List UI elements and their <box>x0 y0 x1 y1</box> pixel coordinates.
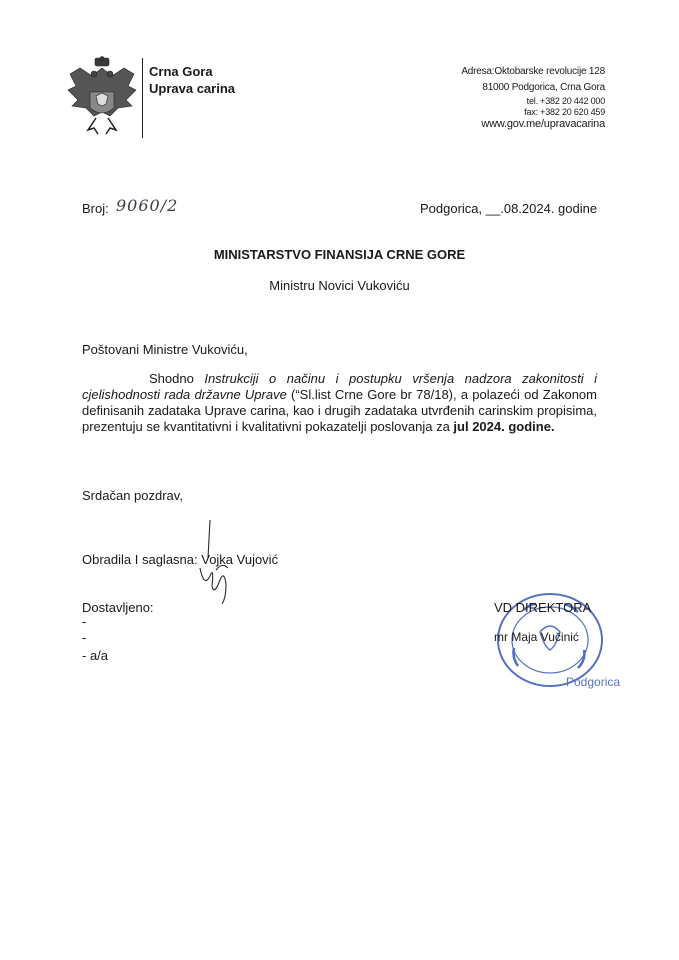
address-website: www.gov.me/upravacarina <box>481 118 605 130</box>
delivered-item: - <box>82 614 87 629</box>
closing-greeting: Srdačan pozdrav, <box>82 488 183 503</box>
header-divider <box>142 58 143 138</box>
delivered-label: Dostavljeno: <box>82 600 154 615</box>
coat-of-arms-icon <box>66 56 138 138</box>
svg-text:Podgorica: Podgorica <box>566 675 621 689</box>
director-title: VD DIREKTORA <box>494 600 592 615</box>
body-start: Shodno <box>149 371 205 386</box>
body-paragraph <box>82 371 597 435</box>
salutation: Poštovani Ministre Vukoviću, <box>82 342 248 357</box>
recipient-ministry: MINISTARSTVO FINANSIJA CRNE GORE <box>213 247 466 262</box>
org-department: Uprava carina <box>149 81 235 96</box>
org-name: Crna Gora <box>149 64 213 79</box>
director-name: mr Maja Vučinić <box>494 630 579 644</box>
delivered-item: - <box>82 630 87 645</box>
prepared-by: Obradila I saglasna: Vojka Vujović <box>82 552 279 567</box>
address-city: 81000 Podgorica, Crna Gora <box>482 82 605 93</box>
body-middle: (“Sl.list Crne Gore br 78/18), a polazeći od Zakonom definisanih zadataka Uprave carina, kao i drugih zadataka utvrđenih carinskim propisima, prezentuju se kvantitativni i kvalitativni pokazatelji poslovanja za <box>82 387 597 434</box>
reference-number-handwritten: 9060/2 <box>116 196 179 215</box>
delivered-item-archive: - a/a <box>82 648 109 663</box>
address-street: Adresa:Oktobarske revolucije 128 <box>461 66 605 77</box>
address-phone: tel. +382 20 442 000 <box>526 96 605 106</box>
letter-date: Podgorica, __.08.2024. godine <box>420 201 598 216</box>
body-instruction-title: Instrukciji o načinu i postupku vršenja nadzora zakonitosti i cjelishodnosti rada državne Uprave <box>82 371 597 402</box>
body-period: jul 2024. godine. <box>453 419 555 434</box>
recipient-minister: Ministru Novici Vukoviću <box>269 278 410 293</box>
address-fax: fax: +382 20 620 459 <box>524 107 605 117</box>
reference-label: Broj: <box>82 201 109 216</box>
